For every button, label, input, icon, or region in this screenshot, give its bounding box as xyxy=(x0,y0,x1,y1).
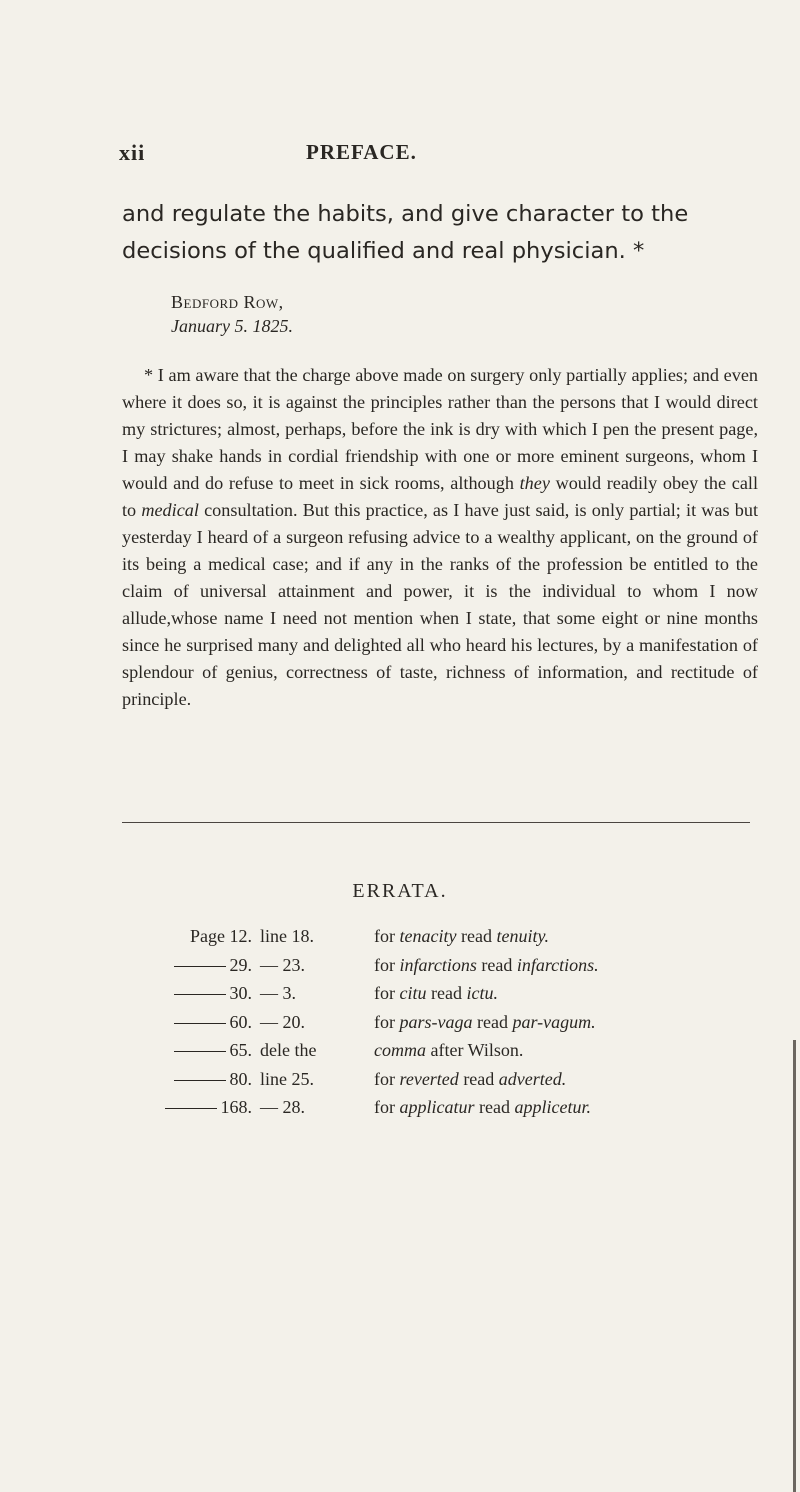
errata-for: for xyxy=(374,1011,395,1032)
errata-correction xyxy=(374,1093,591,1122)
footnote-emphasis: medical xyxy=(141,500,199,520)
errata-correction xyxy=(374,1008,596,1037)
footnote xyxy=(122,362,758,713)
errata-list xyxy=(132,922,772,1122)
errata-right: tenuity. xyxy=(496,926,549,946)
errata-correction xyxy=(374,1065,566,1094)
errata-right: adverted. xyxy=(498,1068,567,1089)
errata-row xyxy=(132,1065,772,1094)
signature-place: Bedford Row, xyxy=(171,292,284,312)
errata-read: read xyxy=(481,954,513,975)
errata-page-number: 60. xyxy=(229,1011,252,1032)
errata-line: dele the xyxy=(260,1040,317,1060)
errata-page xyxy=(132,1065,252,1094)
errata-page xyxy=(132,951,252,980)
errata-correction xyxy=(374,1036,523,1065)
ditto-dash xyxy=(174,966,226,967)
errata-read: read xyxy=(463,1068,495,1089)
body-line: and regulate the habits, and give character to the xyxy=(122,201,689,227)
errata-line: — 23. xyxy=(260,954,305,975)
errata-line: — 3. xyxy=(260,983,296,1003)
signature-block xyxy=(171,290,293,338)
errata-line: — 20. xyxy=(260,1011,305,1032)
errata-row xyxy=(132,979,772,1008)
errata-page xyxy=(132,1008,252,1037)
errata-page xyxy=(132,922,252,951)
signature-date: January 5. 1825. xyxy=(171,316,293,336)
errata-correction xyxy=(374,951,599,980)
footnote-text: would readily obey the call to xyxy=(122,473,759,520)
body-line: decisions of the qualified and real physician. * xyxy=(122,238,645,264)
section-divider xyxy=(122,822,750,823)
errata-read: read xyxy=(477,1011,508,1032)
errata-correction xyxy=(374,979,498,1008)
ditto-dash xyxy=(165,1108,217,1109)
ditto-dash xyxy=(174,994,226,995)
errata-read: read xyxy=(460,926,492,946)
errata-read: read xyxy=(479,1097,510,1117)
errata-read: after Wilson. xyxy=(430,1040,524,1060)
errata-wrong: tenacity xyxy=(399,926,457,946)
errata-for: for xyxy=(374,1068,395,1089)
errata-row xyxy=(132,1036,772,1065)
body-paragraph xyxy=(122,196,762,270)
errata-right: ictu. xyxy=(466,983,498,1003)
errata-page-number: 80. xyxy=(229,1068,252,1089)
errata-heading: ERRATA. xyxy=(352,880,448,902)
errata-page-number: 29. xyxy=(229,954,252,975)
errata-page-number: 30. xyxy=(229,983,252,1003)
errata-for: for xyxy=(374,926,395,946)
ditto-dash xyxy=(174,1023,226,1024)
errata-wrong: comma xyxy=(374,1040,426,1060)
errata-row xyxy=(132,922,772,951)
errata-for: for xyxy=(374,1097,395,1117)
errata-line: line 25. xyxy=(260,1068,314,1089)
running-title: PREFACE. xyxy=(306,140,417,164)
errata-page xyxy=(132,1036,252,1065)
footnote-text: consultation. But this practice, as I have just said, is only partial; it was but yesterday I heard of a surgeon refusing advice to a wealthy applicant, on the ground of its being a medical case; and if any in the ranks of the profession be entitled to the claim of universal attainment and power, it is the individual to whom I now allude,whose name I need not mention when I state, that some eight or nine months since he surprised many and delighted all who heard his lectures, by a manifestation of splendour of genius, correctness of taste, richness of information, and rectitude of principle. xyxy=(122,500,759,709)
errata-page-number: 168. xyxy=(220,1097,252,1117)
errata-right: par-vagum. xyxy=(512,1011,596,1032)
errata-page-number: Page 12. xyxy=(190,926,252,946)
errata-page xyxy=(132,979,252,1008)
errata-page-number: 65. xyxy=(229,1040,252,1060)
errata-right: infarctions. xyxy=(516,954,599,975)
ditto-dash xyxy=(174,1051,226,1052)
errata-correction xyxy=(374,922,549,951)
ditto-dash xyxy=(174,1080,226,1081)
errata-right: applicetur. xyxy=(514,1097,591,1117)
errata-row xyxy=(132,951,772,980)
errata-wrong: pars-vaga xyxy=(399,1011,473,1032)
page-number: xii xyxy=(119,140,146,165)
errata-for: for xyxy=(374,983,395,1003)
errata-wrong: reverted xyxy=(399,1068,459,1089)
errata-row xyxy=(132,1008,772,1037)
errata-read: read xyxy=(431,983,462,1003)
page-edge-shadow xyxy=(793,1040,796,1492)
errata-wrong: infarctions xyxy=(399,954,477,975)
errata-line: line 18. xyxy=(260,926,314,946)
footnote-text: * I am aware that the charge above made on surgery only partially applies; and even where it does so, it is against the principles rather than the persons that I would direct my strictures; almost, perhaps, before the ink is dry with which I pen the present page, I may shake hands in cordial friendship with one or more eminent surgeons, whom I would and do refuse to meet in sick rooms, although xyxy=(122,365,758,493)
errata-wrong: applicatur xyxy=(399,1097,475,1117)
errata-line: — 28. xyxy=(260,1097,305,1117)
errata-row xyxy=(132,1093,772,1122)
footnote-emphasis: they xyxy=(519,473,550,493)
footnote-paragraph xyxy=(122,362,758,713)
running-head xyxy=(0,140,800,170)
errata-for: for xyxy=(374,954,395,975)
errata-page xyxy=(132,1093,252,1122)
errata-wrong: citu xyxy=(399,983,427,1003)
